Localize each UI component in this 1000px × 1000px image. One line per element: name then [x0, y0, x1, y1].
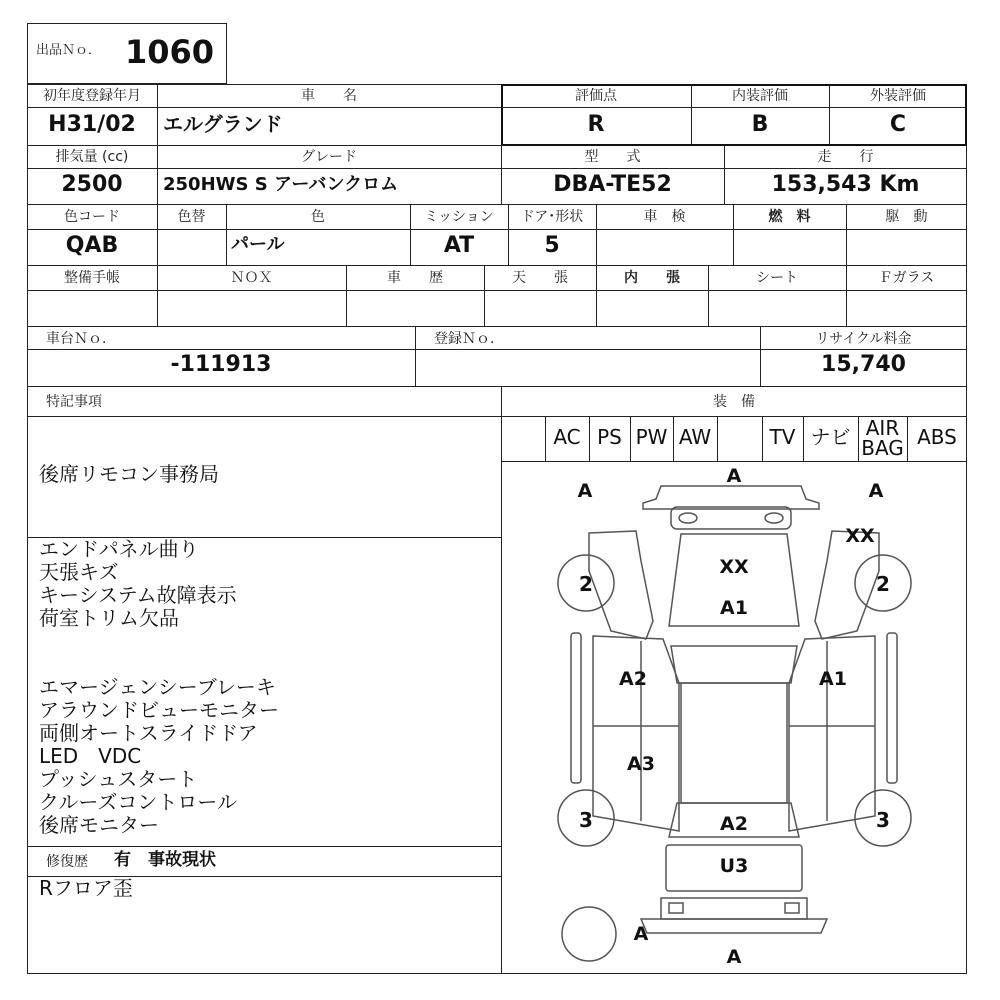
tire-front-left: 2 — [579, 572, 593, 596]
grid-line — [27, 416, 967, 417]
grid-line — [27, 349, 967, 350]
mission-label: ミッション — [424, 209, 494, 225]
car-diagram — [501, 461, 967, 974]
tire-front-right: 2 — [876, 572, 890, 596]
mark-rear-panel: A2 — [720, 813, 748, 835]
mission-value: AT — [443, 233, 475, 258]
lot-number: 1060 — [125, 33, 215, 71]
score-label: 評価点 — [575, 88, 617, 104]
equip-pw: PW — [635, 425, 668, 449]
grid-line — [27, 168, 967, 169]
maintenance-label: 整備手帳 — [64, 270, 120, 286]
recycle-value: 15,740 — [821, 352, 906, 377]
grid-line — [27, 265, 967, 266]
grid-line — [27, 290, 967, 291]
notes-label: 特記事項 — [46, 394, 102, 410]
equip-ps: PS — [597, 425, 622, 449]
left-pillar — [571, 633, 581, 783]
history-label: 車 歴 — [387, 270, 443, 286]
headlight-left — [679, 513, 697, 523]
repair-label: 修復歴 — [46, 854, 88, 870]
color-code-value: QAB — [65, 233, 119, 258]
name-label: 車 名 — [301, 88, 357, 104]
exterior-label: 外装評価 — [870, 88, 926, 104]
exterior-value: C — [889, 112, 907, 137]
equip-air: AIR — [865, 416, 900, 440]
equip-tv: TV — [769, 425, 796, 449]
name-value: エルグランド — [163, 112, 283, 136]
mark-left-front-door: A2 — [619, 668, 647, 690]
roof-shape — [681, 683, 787, 803]
year-label: 初年度登録年月 — [43, 88, 141, 104]
left-side-body — [593, 636, 679, 831]
nox-label: ＮＯＸ — [230, 270, 273, 286]
repair-value: 有 事故現状 — [114, 850, 216, 870]
year-value: H31/02 — [48, 112, 136, 137]
grid-line — [27, 846, 501, 847]
mark-trunk: U3 — [719, 855, 749, 877]
right-pillar — [887, 633, 897, 783]
fuel-label: 燃 料 — [768, 209, 811, 225]
door-label: ドア･形状 — [520, 209, 584, 225]
score-value: R — [587, 112, 605, 137]
color-code-label: 色コード — [64, 209, 120, 225]
interior-trim-label: 内 張 — [624, 270, 680, 286]
displacement-label: 排気量 (cc) — [55, 149, 129, 165]
displacement-value: 2500 — [61, 172, 123, 197]
grid-line — [27, 326, 967, 327]
spare-tire-circle — [562, 907, 616, 961]
grid-line — [27, 386, 967, 387]
registration-label: 登録Ｎｏ． — [434, 331, 504, 347]
tire-rear-left: 3 — [579, 808, 593, 832]
headlight-right — [765, 513, 783, 523]
mark-rear-left: A — [633, 923, 649, 945]
roof-label: 天 張 — [512, 270, 568, 286]
mark-front-left-corner: A — [577, 480, 593, 502]
equip-ac: AC — [553, 425, 581, 449]
color-label: 色 — [311, 209, 325, 225]
front-bumper-shape — [643, 486, 819, 509]
grid-line — [27, 229, 967, 230]
mark-left-rear-door: A3 — [627, 753, 655, 775]
grid-line — [717, 416, 718, 461]
right-side-body — [789, 636, 875, 831]
model-label: 型 式 — [584, 149, 641, 165]
notes-section-2: エンドパネル曲り 天張キズ キーシステム故障表示 荷室トリム欠品 エマージェンシーブレーキ アラウンドビューモニター 両側オートスライドドア LED VDC プッシュスタート クルーズコントロール 後席モニター — [39, 537, 279, 837]
repaint-label: 色替 — [177, 209, 206, 225]
color-value: パール — [231, 234, 285, 255]
glass-label: Ｆガラス — [878, 270, 935, 286]
notes-section-1: 後席リモコン事務局 — [39, 462, 219, 486]
equip-abs: ABS — [917, 425, 957, 449]
mark-rear-bumper: A — [726, 946, 742, 968]
mark-hood-2: A1 — [720, 597, 748, 619]
equipment-label: 装 備 — [713, 394, 755, 410]
recycle-label: リサイクル料金 — [815, 331, 912, 347]
mark-front-right-corner: A — [868, 480, 884, 502]
mark-right-front-door: A1 — [819, 668, 847, 690]
chassis-label: 車台Ｎｏ． — [46, 331, 116, 347]
interior-value: B — [751, 112, 769, 137]
grid-line — [27, 204, 967, 205]
seat-label: シート — [756, 270, 798, 286]
tire-rear-right: 3 — [876, 808, 890, 832]
lot-label: 出品Ｎｏ． — [36, 43, 102, 58]
grid-line — [415, 326, 416, 386]
mark-hood-1: XX — [719, 556, 749, 578]
interior-label: 内装評価 — [732, 88, 788, 104]
inspection-label: 車 検 — [643, 209, 686, 225]
door-value: 5 — [544, 233, 560, 258]
mileage-label: 走 行 — [817, 149, 874, 165]
drive-label: 駆 動 — [885, 209, 928, 225]
front-grille-shape — [671, 507, 791, 529]
mark-right-fender: XX — [845, 525, 875, 547]
equip-aw: AW — [678, 425, 712, 449]
mileage-value: 153,543 Km — [771, 172, 920, 197]
equip-bag: BAG — [861, 436, 904, 460]
grade-value: 250HWS S アーバンクロム — [163, 174, 399, 195]
repair-detail: Rフロア歪 — [39, 876, 133, 900]
windshield-shape — [671, 646, 797, 683]
mark-front-bumper: A — [726, 465, 742, 487]
model-value: DBA-TE52 — [553, 172, 672, 197]
equip-navi: ナビ — [810, 425, 851, 449]
chassis-value: -111913 — [170, 352, 272, 377]
grade-label: グレード — [301, 149, 357, 165]
